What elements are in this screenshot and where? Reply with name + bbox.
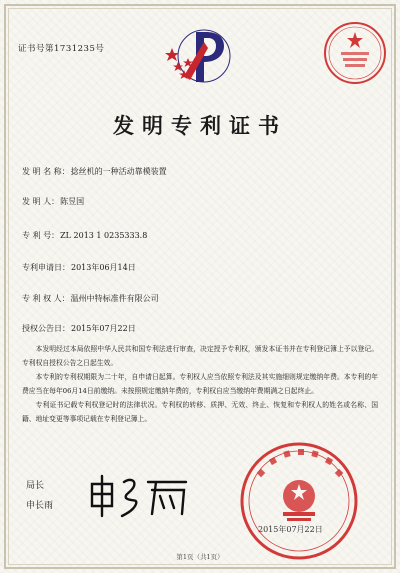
certificate-number: 证书号第1731235号	[18, 44, 105, 54]
body-paragraph: 专利证书记载专利权登记时的法律状况。专利权的转移、质押、无效、终止、恢复和专利权人的姓名或名称、国籍、地址变更等事项记载在专利登记簿上。	[22, 401, 378, 423]
sipo-logo-icon	[160, 18, 240, 94]
body-paragraph: 本发明经过本局依照中华人民共和国专利法进行审查，决定授予专利权，颁发本证书并在专利登记簿上予以登记。专利权自授权公告之日起生效。	[22, 345, 378, 367]
page-footer: 第1页（共1页）	[176, 553, 224, 561]
inventor-value: 陈昱国	[60, 197, 85, 206]
patent-number-value: ZL 2013 1 0235333.8	[60, 231, 148, 240]
patent-number-label: 专 利 号：	[22, 231, 60, 240]
grant-date-value: 2015年07月22日	[71, 324, 136, 333]
director-name: 申长雨	[26, 501, 54, 511]
body-paragraph: 本专利的专利权期限为二十年，自申请日起算。专利权人应当依照专利法及其实施细则规定缴纳年费。本专利的年费应当在每年06月14日前缴纳。未按照规定缴纳年费的，专利权自应当缴纳年费期满之日起终止。	[22, 373, 378, 395]
filing-date-value: 2013年06月14日	[71, 263, 136, 272]
invention-name-label: 发 明 名 称：	[22, 167, 70, 176]
patent-number-row	[22, 230, 147, 241]
patentee-row	[22, 293, 159, 304]
invention-name-value: 捻丝机的一种活动靠模装置	[70, 167, 167, 176]
filing-date-row	[22, 262, 136, 273]
patentee-label: 专 利 权 人：	[22, 294, 70, 303]
grant-date-label: 授权公告日：	[22, 324, 70, 333]
certificate-body	[22, 342, 378, 426]
handwritten-signature-icon	[86, 472, 196, 522]
invention-name-row	[22, 166, 167, 177]
patentee-value: 温州中特标准件有限公司	[70, 294, 159, 303]
director-title: 局长	[26, 481, 45, 491]
grant-date-row	[22, 323, 136, 334]
seal-date: 2015年07月22日	[258, 525, 323, 534]
agency-seal-icon	[322, 20, 388, 86]
inventor-label: 发 明 人：	[22, 197, 60, 206]
document-title: 发明专利证书	[113, 113, 287, 138]
filing-date-label: 专利申请日：	[22, 263, 70, 272]
office-seal-icon	[238, 440, 360, 562]
inventor-row	[22, 196, 84, 207]
